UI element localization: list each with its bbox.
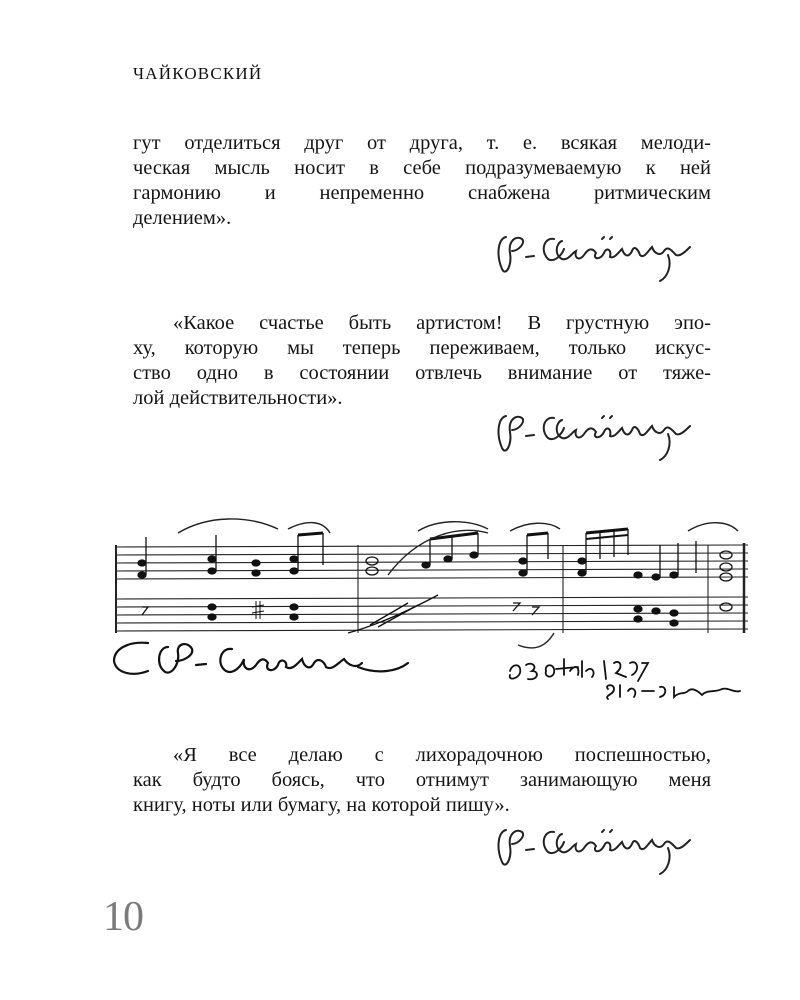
quote-2-line-2: ху, которую мы теперь переживаем, только искус- (133, 337, 711, 359)
quote-3-line-3: книгу, ноты или бумагу, на которой пишу». (133, 794, 510, 816)
page-number: 10 (103, 894, 143, 940)
quote-1-line-4: делением». (133, 207, 232, 229)
signature-1 (492, 225, 712, 287)
signature-3 (492, 818, 712, 880)
quote-2-line-1: «Какое счастье быть артистом! В грустную эпо- (173, 312, 711, 334)
quote-2 (133, 311, 711, 411)
quote-1-line-2: ческая мысль носит в себе подразумеваемую к ней (133, 157, 711, 179)
music-manuscript-image (108, 515, 756, 710)
running-head: ЧАЙКОВСКИЙ (133, 64, 263, 83)
signature-image (492, 818, 712, 880)
signature-image (492, 225, 712, 287)
quote-3 (133, 743, 711, 818)
quote-1 (133, 131, 711, 231)
music-manuscript (108, 515, 756, 710)
signature-2 (492, 404, 712, 466)
quote-3-line-1: «Я все делаю с лихорадочною поспешностью, (173, 744, 711, 766)
quote-3-line-2: как будто боясь, что отнимут занимающую меня (133, 769, 711, 791)
quote-2-line-3: ство одно в состоянии отвлечь внимание от тяже- (133, 362, 711, 384)
quote-2-line-4: лой действительности». (133, 387, 343, 409)
signature-image (492, 404, 712, 466)
quote-1-line-1: гут отделиться друг от друга, т. е. всякая мелоди- (133, 132, 711, 154)
quote-1-line-3: гармонию и непременно снабжена ритмическим (133, 182, 711, 204)
